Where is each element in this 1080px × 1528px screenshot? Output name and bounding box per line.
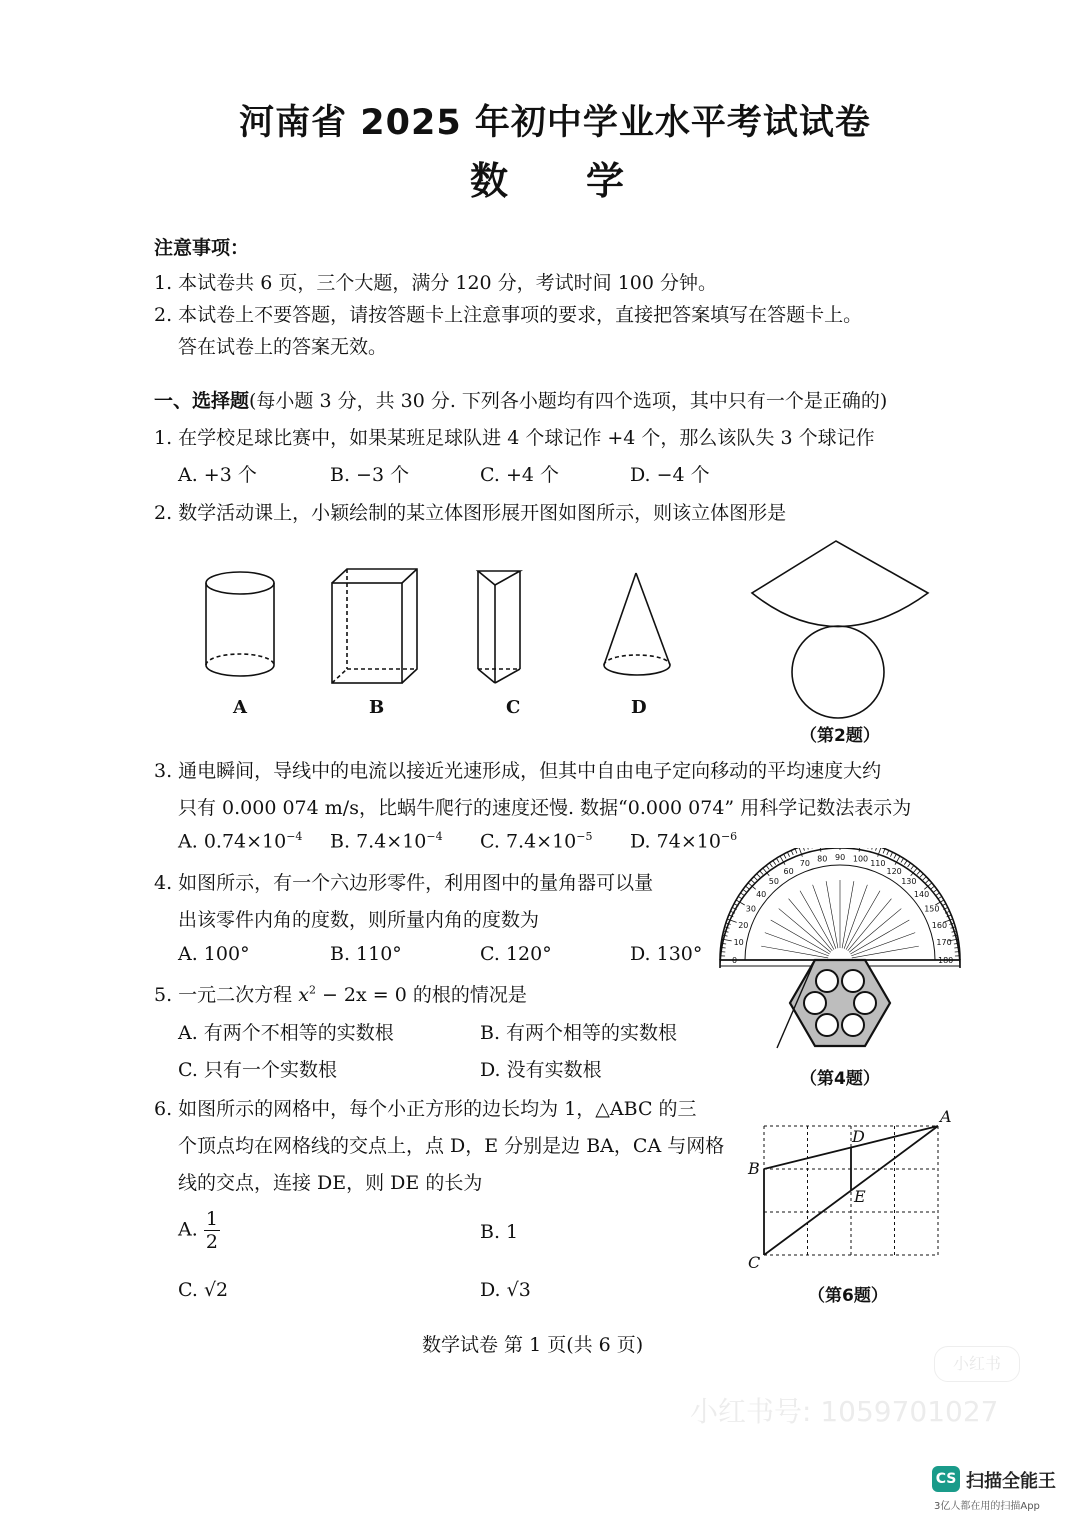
q5-option-c: C. 只有一个实数根 (178, 1059, 337, 1081)
protractor-tick (803, 848, 805, 851)
cylinder-figure (206, 572, 274, 676)
cuboid-figure (332, 569, 417, 683)
q2-label-a: A (233, 697, 247, 718)
exam-title: 河南省 2025 年初中学业水平考试试卷 (239, 103, 871, 143)
protractor-tick (751, 880, 755, 883)
protractor-scale-label: 10 (733, 938, 744, 948)
protractor-tick (925, 880, 929, 883)
cone-figure (604, 573, 670, 675)
protractor-tick (723, 935, 728, 936)
q6-caption: （第6题） (808, 1286, 888, 1306)
protractor-scale-label: 60 (783, 866, 794, 876)
q6-option-b: B. 1 (480, 1221, 519, 1243)
point-e-label: E (854, 1187, 866, 1206)
protractor-scale-label: 90 (835, 853, 846, 862)
question-6-line1: 6. 如图所示的网格中，每个小正方形的边长均为 1，△ABC 的三 (154, 1098, 697, 1120)
q2-label-c: C (506, 697, 521, 718)
protractor-scale-label: 20 (738, 920, 749, 930)
q3-option-d: D. $74\times 10^{-6}$ (630, 830, 738, 853)
protractor-tick (872, 848, 873, 849)
protractor-scale-label: 0 (732, 956, 738, 965)
q4-caption: （第4题） (800, 1069, 880, 1089)
protractor-scale-label: 40 (756, 889, 767, 899)
q3-option-c: C. $7.4\times 10^{-5}$ (480, 830, 593, 853)
protractor-tick (769, 863, 772, 867)
question-4-line1: 4. 如图所示，有一个六边形零件，利用图中的量角器可以量 (154, 872, 654, 894)
q5-option-d: D. 没有实数根 (480, 1059, 602, 1081)
point-b-label: B (748, 1159, 760, 1178)
protractor-scale-label: 70 (799, 859, 810, 869)
q1-option-c: C. +4 个 (480, 464, 559, 486)
question-2-stem: 2. 数学活动课上，小颖绘制的某立体图形展开图如图所示，则该立体图形是 (154, 502, 787, 524)
q5-option-a: A. 有两个不相等的实数根 (178, 1022, 394, 1044)
protractor-tick (721, 947, 726, 948)
q5-option-b: B. 有两个相等的实数根 (480, 1022, 678, 1044)
protractor-tick (954, 947, 959, 948)
grid-figure (740, 1102, 960, 1274)
notes-heading: 注意事项： (154, 237, 250, 259)
q2-figures (190, 535, 950, 735)
protractor-tick (795, 849, 797, 854)
q1-option-a: A. +3 个 (178, 464, 257, 486)
protractor-tick (935, 893, 939, 896)
protractor-tick (887, 850, 889, 855)
protractor-tick (933, 889, 937, 892)
protractor-scale-label: 30 (745, 904, 756, 914)
protractor-scale-label: 80 (817, 854, 828, 864)
section-heading (154, 386, 887, 413)
question-4-line2: 出该零件内角的度数，则所量内角的度数为 (178, 909, 540, 931)
protractor-tick (917, 871, 920, 875)
protractor-tick (807, 848, 808, 849)
watermark-text: 小红书号: 1059701027 (690, 1395, 999, 1428)
scanner-slogan: 3亿人都在用的扫描App (934, 1501, 1040, 1512)
q6-option-a: A. $\frac{1}{2}$ (178, 1208, 218, 1253)
protractor-tick (743, 889, 747, 892)
watermark-logo: 小红书 (934, 1346, 1020, 1382)
protractor-tick (908, 863, 911, 867)
protractor-tick (920, 874, 923, 878)
protractor-scale-label: 110 (870, 859, 886, 869)
protractor-tick (890, 852, 892, 856)
protractor-scale-label: 50 (768, 877, 779, 887)
protractor-tick (776, 858, 779, 862)
protractor-tick (741, 893, 745, 896)
q4-option-c: C. 120° (480, 943, 552, 965)
note-item: 1. 本试卷共 6 页，三个大题，满分 120 分，考试时间 100 分钟。 (154, 272, 718, 294)
question-3-line2: 只有 0.000 074 m/s，比蜗牛爬行的速度还慢. 数据“0.000 074” 用科学记数法表示为 (178, 797, 912, 819)
protractor-tick (911, 865, 914, 869)
protractor-tick (894, 854, 896, 858)
q6-option-c: C. √2 (178, 1279, 229, 1301)
protractor-tick (883, 849, 885, 854)
protractor-tick (787, 852, 789, 856)
question-5-stem: 5. 一元二次方程 $x^2 - 2x = 0$ 的根的情况是 (154, 983, 527, 1006)
question-3-line1: 3. 通电瞬间，导线中的电流以接近光速形成，但其中自由电子定向移动的平均速度大约 (154, 760, 882, 782)
protractor-scale-label: 100 (852, 854, 869, 864)
protractor-tick (754, 877, 758, 880)
point-c-label: C (748, 1253, 761, 1272)
section-heading-rest: (每小题 3 分，共 30 分. 下列各小题均有四个选项，其中只有一个是正确的) (249, 390, 888, 412)
protractor-figure (715, 848, 965, 1060)
protractor-tick (760, 871, 763, 875)
subject-char: 数 (470, 159, 509, 203)
q4-option-b: B. 110° (330, 943, 402, 965)
question-6-line3: 线的交点，连接 DE，则 DE 的长为 (178, 1172, 483, 1194)
protractor-tick (791, 850, 793, 855)
q1-option-b: B. −3 个 (330, 464, 410, 486)
q4-option-d: D. 130° (630, 943, 703, 965)
note-item: 2. 本试卷上不要答题，请按答题卡上注意事项的要求，直接把答案填写在答题卡上。 (154, 304, 863, 326)
protractor-scale-label: 130 (901, 877, 917, 887)
page-footer: 数学试卷 第 1 页(共 6 页) (422, 1334, 644, 1356)
protractor-tick (784, 854, 786, 858)
subject-title (470, 150, 624, 205)
cone-net-figure (752, 541, 928, 718)
protractor-scale-label: 160 (931, 920, 948, 930)
q2-label-d: D (631, 697, 647, 718)
protractor-tick (757, 874, 760, 878)
point-a-label: A (940, 1107, 952, 1126)
subject-char: 学 (586, 159, 625, 203)
question-1-stem: 1. 在学校足球比赛中，如果某班足球队进 4 个球记作 +4 个，那么该队失 3 个球记作 (154, 427, 875, 449)
q2-caption: （第2题） (800, 726, 880, 746)
q2-label-b: B (369, 697, 385, 718)
protractor-tick (952, 935, 957, 936)
protractor-scale-label: 170 (936, 938, 952, 948)
protractor-tick (745, 886, 749, 889)
protractor-tick (766, 865, 769, 869)
protractor-tick (773, 861, 776, 865)
question-6-line2: 个顶点均在网格线的交点上，点 D，E 分别是边 BA，CA 与网格 (178, 1135, 725, 1157)
protractor-tick (904, 861, 907, 865)
protractor-tick (923, 877, 927, 880)
protractor-tick (931, 886, 935, 889)
protractor-scale-label: 180 (938, 956, 954, 965)
section-heading-bold: 一、选择题 (154, 390, 250, 412)
point-d-label: D (852, 1127, 865, 1146)
q3-option-b: B. $7.4\times 10^{-4}$ (330, 830, 443, 853)
protractor-scale-label: 120 (886, 866, 902, 876)
q6-option-d: D. √3 (480, 1279, 531, 1301)
triangular-prism-figure (478, 571, 520, 683)
protractor-tick (901, 858, 904, 862)
scanner-app-name: 扫描全能王 (966, 1471, 1056, 1492)
protractor-tick (876, 848, 878, 851)
q1-option-d: D. −4 个 (630, 464, 710, 486)
note-item: 答在试卷上的答案无效。 (178, 336, 388, 358)
q4-option-a: A. 100° (178, 943, 250, 965)
scanner-logo-icon: CS (932, 1466, 960, 1492)
protractor-scale-label: 140 (913, 889, 930, 899)
protractor-scale-label: 150 (924, 904, 940, 914)
q3-option-a: A. $0.74\times 10^{-4}$ (178, 830, 303, 853)
